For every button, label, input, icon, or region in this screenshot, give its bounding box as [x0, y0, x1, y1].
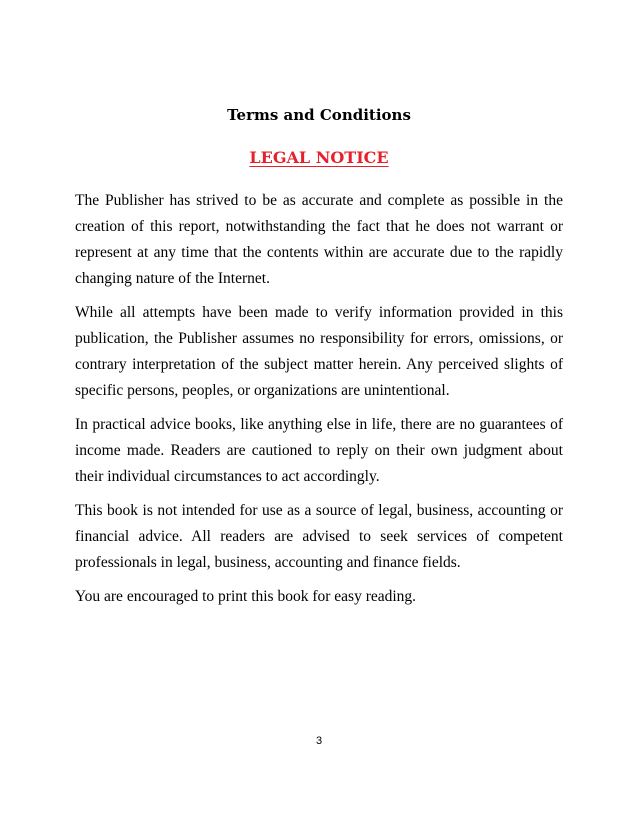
page-number: 3 — [315, 735, 323, 747]
paragraph-no-guarantees: In practical advice books, like anything else in life, there are no guarantees of income made. Readers are cautioned to reply on their own judgment about their individual circumstances to act accordingly. — [75, 416, 563, 485]
paragraph-responsibility: While all attempts have been made to verify information provided in this publication, the Publisher assumes no responsibility for errors, omissions, or contrary interpretation of the subject matter herein. Any perceived slights of specific persons, peoples, or organizations are unintentional. — [75, 304, 563, 399]
legal-notice-heading: LEGAL NOTICE — [249, 148, 389, 167]
page-title: Terms and Conditions — [227, 106, 411, 124]
paragraph-print: You are encouraged to print this book for easy reading. — [75, 588, 417, 605]
paragraph-accuracy: The Publisher has strived to be as accurate and complete as possible in the creation of this report, notwithstanding the fact that he does not warrant or represent at any time that the contents within are accurate due to the rapidly changing nature of the Internet. — [75, 192, 563, 287]
paragraph-not-advice: This book is not intended for use as a source of legal, business, accounting or financial advice. All readers are advised to seek services of competent professionals in legal, business, accounting and finance fields. — [75, 502, 563, 571]
body-text — [75, 188, 563, 618]
